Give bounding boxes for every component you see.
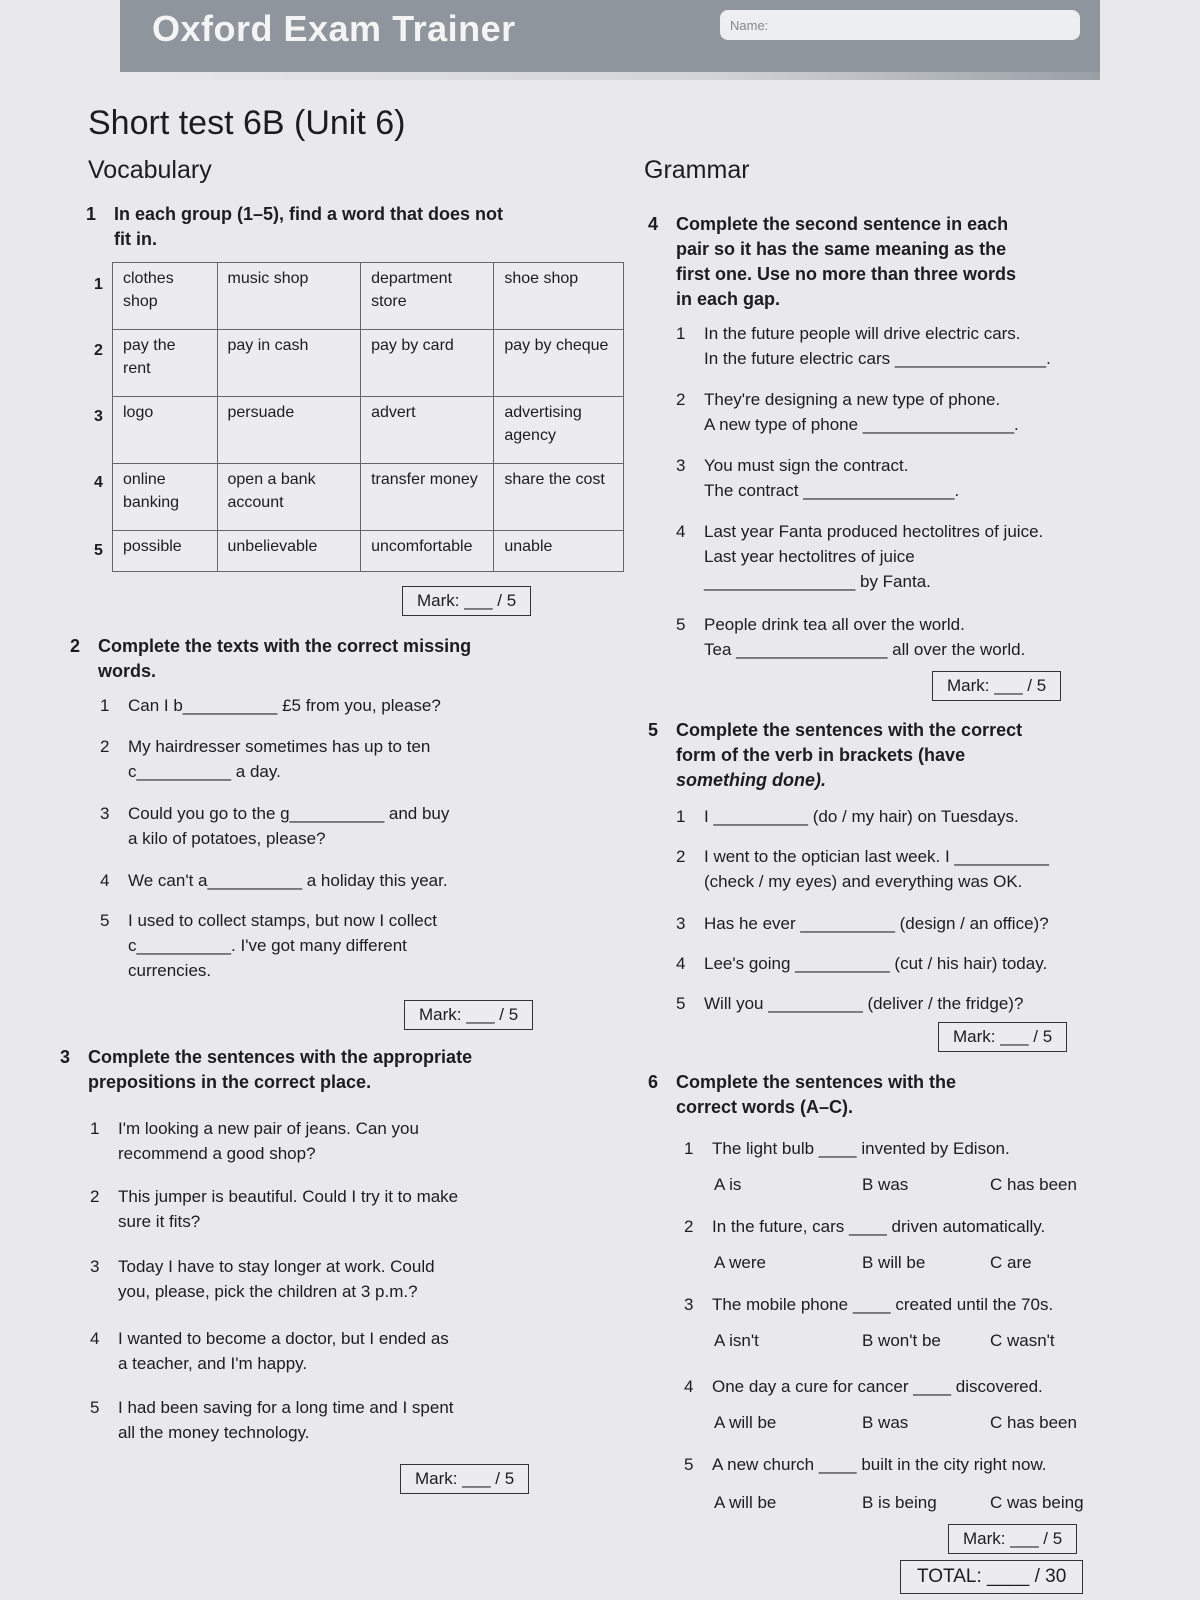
table-cell[interactable]: online banking: [113, 464, 218, 531]
ex2-mark-box[interactable]: Mark: ___ / 5: [404, 1000, 533, 1030]
ex4-item: 5 People drink tea all over the world. Tea ________________ all over the world.: [676, 615, 1026, 659]
ex3-item: 2 This jumper is beautiful. Could I try it to make sure it fits?: [90, 1187, 459, 1231]
ex3-mark-box[interactable]: Mark: ___ / 5: [400, 1464, 529, 1494]
table-cell[interactable]: advertising agency: [494, 397, 624, 464]
table-cell[interactable]: transfer money: [361, 464, 494, 531]
ex6-question: 5 A new church ____ built in the city right now.: [684, 1455, 1047, 1474]
ex2-instruction: 2 Complete the texts with the correct missing words.: [70, 636, 472, 681]
ex2-item: 3 Could you go to the g__________ and buy a kilo of potatoes, please?: [100, 804, 450, 848]
ex6-option-b[interactable]: B will be: [862, 1253, 926, 1272]
ex6-option-a[interactable]: A will be: [714, 1413, 777, 1432]
vocab-row-number: 4: [94, 474, 103, 491]
table-cell[interactable]: share the cost: [494, 464, 624, 531]
name-label: Name:: [730, 18, 769, 33]
ex6-option-a[interactable]: A were: [714, 1253, 766, 1272]
ex6-option-c[interactable]: C has been: [990, 1413, 1077, 1432]
ex5-number: 5: [648, 720, 659, 740]
ex4-number: 4: [648, 214, 659, 234]
table-cell[interactable]: possible: [113, 531, 218, 572]
grammar-heading: Grammar: [644, 156, 750, 184]
ex6-option-a[interactable]: A is: [714, 1175, 742, 1194]
ex5-item: 2 I went to the optician last week. I __________ (check / my eyes) and everything was OK.: [676, 847, 1049, 891]
ex6-question: 4 One day a cure for cancer ____ discovered.: [684, 1377, 1043, 1396]
ex5-instruction: 5 Complete the sentences with the correct form of the verb in brackets (have something done).: [648, 720, 1023, 790]
table-cell[interactable]: department store: [361, 263, 494, 330]
table-cell[interactable]: unbelievable: [217, 531, 361, 572]
ex2-item: 4 We can't a__________ a holiday this year.: [100, 871, 448, 890]
table-cell[interactable]: pay by cheque: [494, 330, 624, 397]
ex4-mark-box[interactable]: Mark: ___ / 5: [932, 671, 1061, 701]
brand-title: Oxford Exam Trainer: [152, 8, 516, 49]
table-cell[interactable]: persuade: [217, 397, 361, 464]
table-cell[interactable]: pay the rent: [113, 330, 218, 397]
ex6-mark-box[interactable]: Mark: ___ / 5: [948, 1524, 1077, 1554]
vocab-row-number: 3: [94, 408, 103, 425]
ex3-instruction: 3 Complete the sentences with the appropriate prepositions in the correct place.: [60, 1047, 473, 1092]
ex4-instruction: 4 Complete the second sentence in each pair so it has the same meaning as the first one. Use no more than three words in each gap.: [648, 214, 1017, 309]
table-row: [113, 263, 624, 330]
table-row: [113, 531, 624, 572]
name-field[interactable]: [720, 10, 1080, 40]
table-row: [113, 330, 624, 397]
table-row: [113, 464, 624, 531]
total-score-box[interactable]: TOTAL: ____ / 30: [900, 1560, 1083, 1594]
ex3-item: 5 I had been saving for a long time and I spent all the money technology.: [90, 1398, 454, 1442]
table-cell[interactable]: unable: [494, 531, 624, 572]
ex5-item: 5 Will you __________ (deliver / the fridge)?: [676, 994, 1024, 1013]
ex2-item: 1 Can I b__________ £5 from you, please?: [100, 696, 441, 715]
ex3-item: 4 I wanted to become a doctor, but I ended as a teacher, and I'm happy.: [90, 1329, 449, 1373]
table-cell[interactable]: uncomfortable: [361, 531, 494, 572]
ex6-option-a[interactable]: A will be: [714, 1493, 777, 1512]
table-cell[interactable]: shoe shop: [494, 263, 624, 330]
ex4-item: 4 Last year Fanta produced hectolitres of juice. Last year hectolitres of juice ________________ by Fanta.: [676, 522, 1044, 591]
ex1-number: 1: [86, 204, 97, 224]
vocabulary-table: [112, 262, 624, 572]
ex6-option-b[interactable]: B won't be: [862, 1331, 941, 1350]
ex2-number: 2: [70, 636, 81, 656]
table-cell[interactable]: open a bank account: [217, 464, 361, 531]
ex6-option-c[interactable]: C wasn't: [990, 1331, 1055, 1350]
ex1-instruction: 1 In each group (1–5), find a word that does not fit in.: [86, 204, 504, 249]
ex2-item: 2 My hairdresser sometimes has up to ten c__________ a day.: [100, 737, 431, 781]
table-cell[interactable]: pay by card: [361, 330, 494, 397]
ex5-mark-box[interactable]: Mark: ___ / 5: [938, 1022, 1067, 1052]
table-cell[interactable]: music shop: [217, 263, 361, 330]
ex6-number: 6: [648, 1072, 659, 1092]
vocab-row-number: 5: [94, 542, 103, 559]
banner-edge: [120, 72, 1100, 80]
ex6-option-b[interactable]: B was: [862, 1175, 909, 1194]
table-row: [113, 397, 624, 464]
ex2-item: 5 I used to collect stamps, but now I collect c__________. I've got many different currencies.: [100, 911, 437, 980]
ex6-option-b[interactable]: B was: [862, 1413, 909, 1432]
ex6-question: 1 The light bulb ____ invented by Edison.: [684, 1139, 1010, 1158]
ex5-item: 3 Has he ever __________ (design / an office)?: [676, 914, 1049, 933]
table-cell[interactable]: clothes shop: [113, 263, 218, 330]
table-cell[interactable]: pay in cash: [217, 330, 361, 397]
ex6-question: 3 The mobile phone ____ created until the 70s.: [684, 1295, 1054, 1314]
ex1-mark-box[interactable]: Mark: ___ / 5: [402, 586, 531, 616]
ex5-item: 4 Lee's going __________ (cut / his hair) today.: [676, 954, 1048, 973]
ex6-option-c[interactable]: C was being: [990, 1493, 1084, 1512]
ex4-item: 2 They're designing a new type of phone. A new type of phone ________________.: [676, 390, 1019, 434]
ex6-option-a[interactable]: A isn't: [714, 1331, 759, 1350]
page-title: Short test 6B (Unit 6): [88, 104, 406, 142]
ex6-option-b[interactable]: B is being: [862, 1493, 937, 1512]
ex3-item: 1 I'm looking a new pair of jeans. Can you recommend a good shop?: [90, 1119, 419, 1163]
ex6-question: 2 In the future, cars ____ driven automatically.: [684, 1217, 1046, 1236]
ex3-item: 3 Today I have to stay longer at work. Could you, please, pick the children at 3 p.m.?: [90, 1257, 435, 1301]
ex3-number: 3: [60, 1047, 71, 1067]
ex4-item: 1 In the future people will drive electric cars. In the future electric cars ________________.: [676, 324, 1051, 368]
table-cell[interactable]: advert: [361, 397, 494, 464]
ex6-instruction: 6 Complete the sentences with the correct words (A–C).: [648, 1072, 957, 1117]
ex6-option-c[interactable]: C has been: [990, 1175, 1077, 1194]
ex6-option-c[interactable]: C are: [990, 1253, 1032, 1272]
vocab-row-number: 1: [94, 276, 103, 293]
table-cell[interactable]: logo: [113, 397, 218, 464]
vocab-row-number: 2: [94, 342, 103, 359]
ex4-item: 3 You must sign the contract. The contract ________________.: [676, 456, 960, 500]
ex5-item: 1 I __________ (do / my hair) on Tuesdays.: [676, 807, 1019, 826]
vocabulary-heading: Vocabulary: [88, 156, 212, 184]
